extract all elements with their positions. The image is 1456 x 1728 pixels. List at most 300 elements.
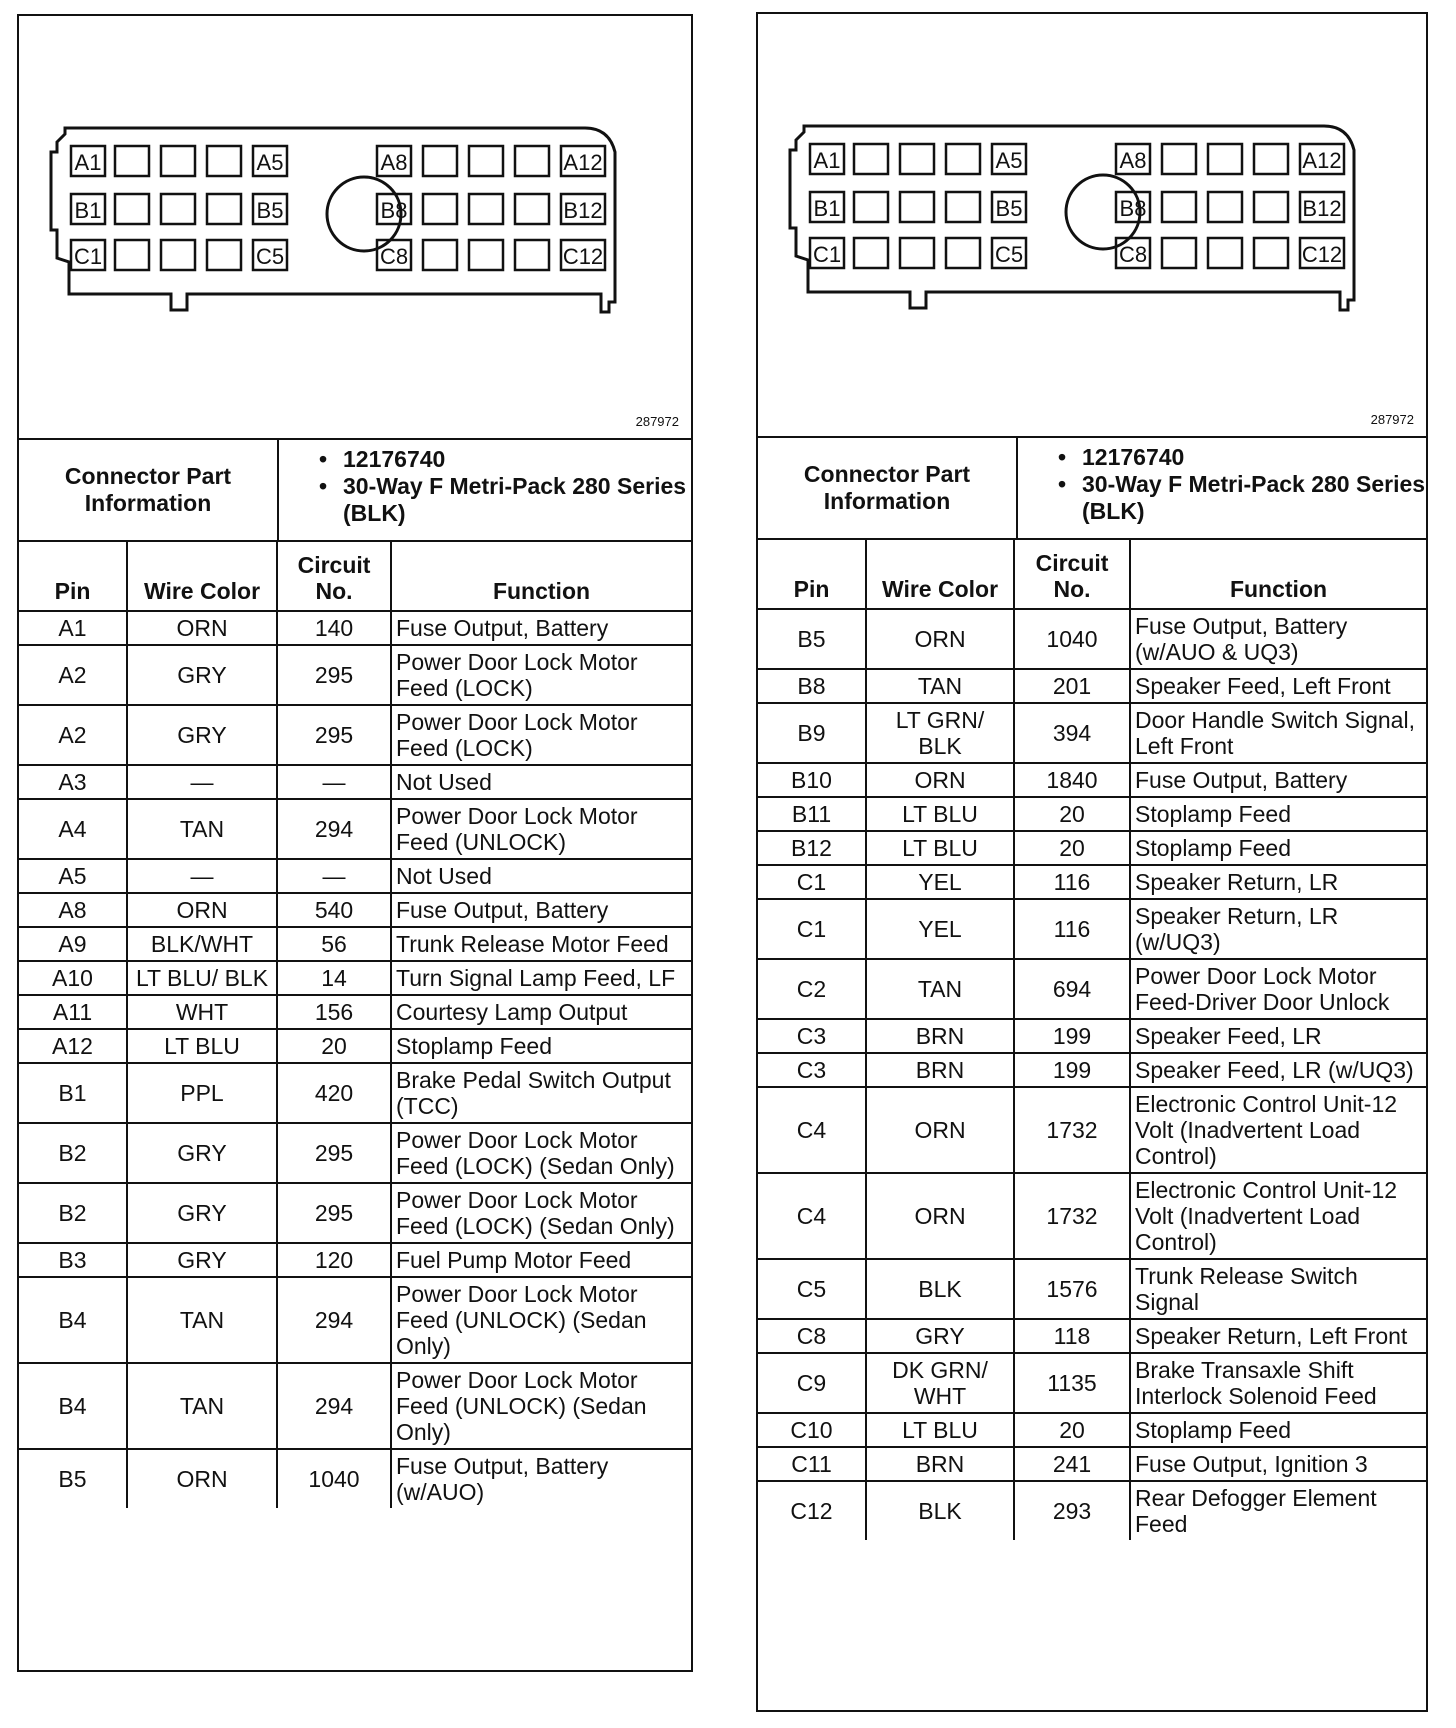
table-row — [758, 1087, 1426, 1173]
pin-cavity-labeled — [1300, 238, 1344, 268]
table-header-row — [758, 540, 1426, 609]
circuit-cell: 294 — [277, 799, 391, 859]
circuit-cell: 540 — [277, 893, 391, 927]
pin-cavity-labeled — [810, 238, 844, 268]
table-row — [758, 669, 1426, 703]
wire-color-cell: BLK — [866, 1259, 1014, 1319]
circuit-cell: 293 — [1014, 1481, 1130, 1540]
cavity-label: A8 — [380, 150, 408, 175]
cavity-label: C12 — [562, 244, 604, 269]
pin-cavity — [1254, 192, 1288, 222]
cavity-label: A1 — [813, 148, 841, 173]
circuit-cell: — — [277, 859, 391, 893]
function-cell: Door Handle Switch Signal, Left Front — [1130, 703, 1426, 763]
pin-cell: A11 — [19, 995, 127, 1029]
function-cell: Brake Pedal Switch Output (TCC) — [391, 1063, 691, 1123]
pin-cavity-labeled — [377, 240, 411, 270]
wire-color-cell: WHT — [127, 995, 277, 1029]
circuit-cell: 295 — [277, 705, 391, 765]
figure-number: 287972 — [1370, 412, 1414, 427]
circuit-cell: 1040 — [277, 1449, 391, 1508]
wire-color-cell: LT BLU — [866, 1413, 1014, 1447]
pin-cell: B2 — [19, 1183, 127, 1243]
wire-color-cell: — — [127, 765, 277, 799]
table-row — [19, 1029, 691, 1063]
wire-color-cell: ORN — [866, 763, 1014, 797]
header-circuit-no: Circuit No. — [1014, 540, 1130, 609]
table-row — [758, 1019, 1426, 1053]
pin-cavity — [423, 146, 457, 176]
table-row — [758, 899, 1426, 959]
table-row — [758, 1413, 1426, 1447]
connector-part-information — [19, 440, 691, 542]
pin-cell: A2 — [19, 705, 127, 765]
cavity-label: C1 — [812, 242, 842, 267]
wire-color-cell: GRY — [127, 1243, 277, 1277]
table-row — [19, 893, 691, 927]
pin-cavity — [1162, 192, 1196, 222]
pin-cavity — [854, 238, 888, 268]
function-cell: Fuse Output, Ignition 3 — [1130, 1447, 1426, 1481]
pin-cell: B2 — [19, 1123, 127, 1183]
circuit-cell: 420 — [277, 1063, 391, 1123]
pin-cell: B5 — [758, 609, 866, 669]
pin-cavity-labeled — [253, 146, 287, 176]
cavity-label: A8 — [1119, 148, 1147, 173]
pin-cell: B5 — [19, 1449, 127, 1508]
pin-cavity-labeled — [71, 240, 105, 270]
wire-color-cell: LT BLU — [127, 1029, 277, 1063]
pin-cavity — [946, 144, 980, 174]
pin-cavity-labeled — [1300, 144, 1344, 174]
table-row — [758, 1259, 1426, 1319]
part-info-items — [1018, 438, 1426, 538]
pin-cell: C10 — [758, 1413, 866, 1447]
wire-color-cell: GRY — [127, 705, 277, 765]
pin-cavity — [946, 238, 980, 268]
pin-cavity-labeled — [71, 194, 105, 224]
pin-cavity-labeled — [561, 194, 605, 224]
circuit-cell: 295 — [277, 645, 391, 705]
table-row — [19, 611, 691, 645]
table-row — [758, 1053, 1426, 1087]
pin-cell: C8 — [758, 1319, 866, 1353]
right-connector-panel — [756, 12, 1428, 1712]
pin-cell: C11 — [758, 1447, 866, 1481]
wire-color-cell: ORN — [127, 893, 277, 927]
pin-cavity — [207, 240, 241, 270]
header-function: Function — [391, 542, 691, 611]
function-cell: Electronic Control Unit-12 Volt (Inadvertent Load Control) — [1130, 1173, 1426, 1259]
table-row — [19, 995, 691, 1029]
cavity-label: B12 — [1302, 196, 1342, 221]
pin-cell: A8 — [19, 893, 127, 927]
pin-cell: B3 — [19, 1243, 127, 1277]
circuit-cell: 20 — [277, 1029, 391, 1063]
pin-cell: B4 — [19, 1363, 127, 1449]
pin-cavity — [1208, 238, 1242, 268]
pin-cell: C4 — [758, 1087, 866, 1173]
function-cell: Not Used — [391, 859, 691, 893]
pin-cavity — [1162, 238, 1196, 268]
function-cell: Fuse Output, Battery (w/AUO & UQ3) — [1130, 609, 1426, 669]
part-number: • 12176740 — [1058, 444, 1426, 471]
wire-color-cell: YEL — [866, 899, 1014, 959]
pin-cavity — [900, 144, 934, 174]
pin-cavity-labeled — [1116, 238, 1150, 268]
cavity-label: B1 — [74, 198, 102, 223]
table-row — [19, 927, 691, 961]
function-cell: Rear Defogger Element Feed — [1130, 1481, 1426, 1540]
pin-cell: A3 — [19, 765, 127, 799]
circuit-cell: 116 — [1014, 865, 1130, 899]
pin-cavity — [115, 240, 149, 270]
header-pin: Pin — [19, 542, 127, 611]
pin-cavity — [515, 194, 549, 224]
pin-cavity — [854, 144, 888, 174]
table-row — [19, 765, 691, 799]
circuit-cell: 1576 — [1014, 1259, 1130, 1319]
pin-cell: A10 — [19, 961, 127, 995]
pin-cavity-labeled — [377, 194, 411, 224]
table-row — [758, 831, 1426, 865]
pin-cavity-labeled — [71, 146, 105, 176]
wire-color-cell: LT GRN/ BLK — [866, 703, 1014, 763]
wire-color-cell: ORN — [866, 1173, 1014, 1259]
wire-color-cell: BRN — [866, 1053, 1014, 1087]
circuit-cell: 56 — [277, 927, 391, 961]
pinout-table — [19, 542, 691, 1508]
connector-face-drawing — [758, 14, 1426, 436]
pin-cavity-labeled — [561, 146, 605, 176]
pin-cell: A1 — [19, 611, 127, 645]
pin-cavity — [469, 146, 503, 176]
pin-cavity — [207, 194, 241, 224]
pin-cell: C1 — [758, 865, 866, 899]
connector-part-information — [758, 438, 1426, 540]
table-row — [19, 1123, 691, 1183]
circuit-cell: 20 — [1014, 797, 1130, 831]
function-cell: Power Door Lock Motor Feed-Driver Door Unlock — [1130, 959, 1426, 1019]
circuit-cell: 295 — [277, 1123, 391, 1183]
pin-cavity — [1208, 144, 1242, 174]
pin-cell: B1 — [19, 1063, 127, 1123]
pin-cell: B8 — [758, 669, 866, 703]
function-cell: Stoplamp Feed — [1130, 797, 1426, 831]
wire-color-cell: — — [127, 859, 277, 893]
table-row — [19, 961, 691, 995]
part-number: • 12176740 — [319, 446, 691, 473]
circuit-cell: 140 — [277, 611, 391, 645]
function-cell: Stoplamp Feed — [1130, 1413, 1426, 1447]
function-cell: Not Used — [391, 765, 691, 799]
function-cell: Stoplamp Feed — [1130, 831, 1426, 865]
pin-cavity — [115, 194, 149, 224]
wire-color-cell: GRY — [127, 1123, 277, 1183]
circuit-cell: 201 — [1014, 669, 1130, 703]
table-row — [19, 799, 691, 859]
pin-cavity — [1254, 238, 1288, 268]
pin-cell: A4 — [19, 799, 127, 859]
cavity-label: A5 — [995, 148, 1023, 173]
pinout-table — [758, 540, 1426, 1540]
pin-cell: B12 — [758, 831, 866, 865]
circuit-cell: 20 — [1014, 1413, 1130, 1447]
function-cell: Brake Transaxle Shift Interlock Solenoid Feed — [1130, 1353, 1426, 1413]
header-function: Function — [1130, 540, 1426, 609]
table-header-row — [19, 542, 691, 611]
cavity-label: B5 — [995, 196, 1023, 221]
pin-cavity — [161, 146, 195, 176]
circuit-cell: 1040 — [1014, 609, 1130, 669]
left-connector-panel — [17, 14, 693, 1672]
circuit-cell: 199 — [1014, 1019, 1130, 1053]
function-cell: Speaker Return, LR (w/UQ3) — [1130, 899, 1426, 959]
cavity-label: B5 — [256, 198, 284, 223]
circuit-cell: 1135 — [1014, 1353, 1130, 1413]
wire-color-cell: LT BLU — [866, 797, 1014, 831]
function-cell: Fuse Output, Battery (w/AUO) — [391, 1449, 691, 1508]
pin-cavity-labeled — [810, 144, 844, 174]
function-cell: Speaker Feed, LR (w/UQ3) — [1130, 1053, 1426, 1087]
circuit-cell: 20 — [1014, 831, 1130, 865]
cavity-label: C8 — [1118, 242, 1148, 267]
pin-cavity — [946, 192, 980, 222]
table-row — [758, 1353, 1426, 1413]
table-row — [758, 609, 1426, 669]
connector-outline — [51, 128, 615, 312]
cavity-label: A12 — [1302, 148, 1342, 173]
pin-cell: C3 — [758, 1019, 866, 1053]
table-row — [758, 797, 1426, 831]
function-cell: Power Door Lock Motor Feed (UNLOCK) (Sedan Only) — [391, 1277, 691, 1363]
pin-cell: A12 — [19, 1029, 127, 1063]
pin-cavity — [1208, 192, 1242, 222]
function-cell: Fuse Output, Battery — [391, 611, 691, 645]
pin-cavity-labeled — [561, 240, 605, 270]
pin-cavity-labeled — [253, 194, 287, 224]
pin-cavity — [515, 240, 549, 270]
cavity-label: B8 — [380, 198, 408, 223]
wire-color-cell: GRY — [866, 1319, 1014, 1353]
pin-cell: C12 — [758, 1481, 866, 1540]
cavity-label: A12 — [563, 150, 603, 175]
wire-color-cell: BRN — [866, 1019, 1014, 1053]
table-row — [758, 865, 1426, 899]
function-cell: Fuse Output, Battery — [1130, 763, 1426, 797]
circuit-cell: 156 — [277, 995, 391, 1029]
pin-cavity-labeled — [377, 146, 411, 176]
circuit-cell: 14 — [277, 961, 391, 995]
wire-color-cell: YEL — [866, 865, 1014, 899]
pin-cell: B4 — [19, 1277, 127, 1363]
cavity-label: B1 — [813, 196, 841, 221]
table-row — [758, 1481, 1426, 1540]
table-row — [19, 1363, 691, 1449]
connector-diagram — [758, 14, 1426, 438]
pin-cell: C4 — [758, 1173, 866, 1259]
pin-cell: C1 — [758, 899, 866, 959]
pin-cell: A2 — [19, 645, 127, 705]
circuit-cell: 1732 — [1014, 1087, 1130, 1173]
pin-cavity-labeled — [992, 192, 1026, 222]
cavity-label: A1 — [74, 150, 102, 175]
pin-cavity — [423, 194, 457, 224]
cavity-label: C5 — [255, 244, 285, 269]
cavity-label: C8 — [379, 244, 409, 269]
table-row — [758, 959, 1426, 1019]
table-row — [19, 645, 691, 705]
pin-cell: B10 — [758, 763, 866, 797]
pin-cell: C3 — [758, 1053, 866, 1087]
function-cell: Speaker Feed, LR — [1130, 1019, 1426, 1053]
cavity-label: C12 — [1301, 242, 1343, 267]
pin-cavity-labeled — [1300, 192, 1344, 222]
function-cell: Power Door Lock Motor Feed (LOCK) (Sedan Only) — [391, 1183, 691, 1243]
table-row — [19, 1183, 691, 1243]
circuit-cell: 1732 — [1014, 1173, 1130, 1259]
part-info-label: Connector Part Information — [19, 440, 279, 540]
pin-cavity — [207, 146, 241, 176]
table-row — [19, 1243, 691, 1277]
cavity-label: A5 — [256, 150, 284, 175]
pin-cavity — [1254, 144, 1288, 174]
pin-cavity — [469, 194, 503, 224]
wire-color-cell: TAN — [127, 1277, 277, 1363]
pin-cavity-labeled — [992, 238, 1026, 268]
function-cell: Trunk Release Switch Signal — [1130, 1259, 1426, 1319]
circuit-cell: 118 — [1014, 1319, 1130, 1353]
pin-cavity — [115, 146, 149, 176]
table-row — [758, 763, 1426, 797]
cavity-label: C5 — [994, 242, 1024, 267]
connector-type: • 30-Way F Metri-Pack 280 Series (BLK) — [1058, 471, 1426, 525]
pin-cavity-labeled — [1116, 192, 1150, 222]
wire-color-cell: BLK — [866, 1481, 1014, 1540]
wire-color-cell: GRY — [127, 645, 277, 705]
function-cell: Fuel Pump Motor Feed — [391, 1243, 691, 1277]
header-wire-color: Wire Color — [127, 542, 277, 611]
table-row — [758, 1173, 1426, 1259]
connector-type: • 30-Way F Metri-Pack 280 Series (BLK) — [319, 473, 691, 527]
header-circuit-no: Circuit No. — [277, 542, 391, 611]
wire-color-cell: TAN — [866, 959, 1014, 1019]
function-cell: Fuse Output, Battery — [391, 893, 691, 927]
circuit-cell: 1840 — [1014, 763, 1130, 797]
figure-number: 287972 — [635, 414, 679, 429]
pin-cavity-labeled — [992, 144, 1026, 174]
table-row — [758, 1447, 1426, 1481]
table-row — [19, 705, 691, 765]
circuit-cell: 199 — [1014, 1053, 1130, 1087]
connector-face-drawing — [19, 16, 691, 438]
function-cell: Power Door Lock Motor Feed (LOCK) — [391, 705, 691, 765]
header-wire-color: Wire Color — [866, 540, 1014, 609]
circuit-cell: 295 — [277, 1183, 391, 1243]
connector-outline — [790, 126, 1354, 310]
pin-cavity — [1162, 144, 1196, 174]
wire-color-cell: GRY — [127, 1183, 277, 1243]
wire-color-cell: ORN — [866, 609, 1014, 669]
circuit-cell: 241 — [1014, 1447, 1130, 1481]
pin-cell: A9 — [19, 927, 127, 961]
pin-cavity — [854, 192, 888, 222]
cavity-label: C1 — [73, 244, 103, 269]
function-cell: Power Door Lock Motor Feed (LOCK) (Sedan Only) — [391, 1123, 691, 1183]
pin-cavity-labeled — [810, 192, 844, 222]
table-row — [19, 1449, 691, 1508]
wire-color-cell: TAN — [866, 669, 1014, 703]
part-info-items — [279, 440, 691, 540]
pin-cavity-labeled — [1116, 144, 1150, 174]
pin-cell: B9 — [758, 703, 866, 763]
pin-cell: C9 — [758, 1353, 866, 1413]
cavity-label: B12 — [563, 198, 603, 223]
pin-cavity-labeled — [253, 240, 287, 270]
table-row — [758, 1319, 1426, 1353]
function-cell: Speaker Feed, Left Front — [1130, 669, 1426, 703]
pin-cavity — [469, 240, 503, 270]
table-row — [758, 703, 1426, 763]
circuit-cell: 694 — [1014, 959, 1130, 1019]
wire-color-cell: PPL — [127, 1063, 277, 1123]
pin-cell: B11 — [758, 797, 866, 831]
circuit-cell: 120 — [277, 1243, 391, 1277]
pin-cell: C2 — [758, 959, 866, 1019]
pin-cavity — [900, 238, 934, 268]
function-cell: Courtesy Lamp Output — [391, 995, 691, 1029]
cavity-label: B8 — [1119, 196, 1147, 221]
circuit-cell: 116 — [1014, 899, 1130, 959]
function-cell: Trunk Release Motor Feed — [391, 927, 691, 961]
pin-cavity — [161, 194, 195, 224]
wire-color-cell: ORN — [127, 611, 277, 645]
pin-cell: C5 — [758, 1259, 866, 1319]
function-cell: Power Door Lock Motor Feed (LOCK) — [391, 645, 691, 705]
circuit-cell: 294 — [277, 1277, 391, 1363]
circuit-cell: 394 — [1014, 703, 1130, 763]
wire-color-cell: TAN — [127, 799, 277, 859]
header-pin: Pin — [758, 540, 866, 609]
function-cell: Speaker Return, Left Front — [1130, 1319, 1426, 1353]
pin-cavity — [161, 240, 195, 270]
part-info-label: Connector Part Information — [758, 438, 1018, 538]
table-row — [19, 859, 691, 893]
circuit-cell: 294 — [277, 1363, 391, 1449]
pin-cell: A5 — [19, 859, 127, 893]
wire-color-cell: ORN — [127, 1449, 277, 1508]
pin-cavity — [423, 240, 457, 270]
connector-diagram — [19, 16, 691, 440]
wire-color-cell: DK GRN/ WHT — [866, 1353, 1014, 1413]
pin-cavity — [515, 146, 549, 176]
function-cell: Power Door Lock Motor Feed (UNLOCK) (Sedan Only) — [391, 1363, 691, 1449]
wire-color-cell: BLK/WHT — [127, 927, 277, 961]
wire-color-cell: ORN — [866, 1087, 1014, 1173]
wire-color-cell: BRN — [866, 1447, 1014, 1481]
function-cell: Electronic Control Unit-12 Volt (Inadvertent Load Control) — [1130, 1087, 1426, 1173]
table-row — [19, 1277, 691, 1363]
wire-color-cell: LT BLU/ BLK — [127, 961, 277, 995]
function-cell: Turn Signal Lamp Feed, LF — [391, 961, 691, 995]
table-row — [19, 1063, 691, 1123]
function-cell: Stoplamp Feed — [391, 1029, 691, 1063]
function-cell: Speaker Return, LR — [1130, 865, 1426, 899]
wire-color-cell: LT BLU — [866, 831, 1014, 865]
wire-color-cell: TAN — [127, 1363, 277, 1449]
function-cell: Power Door Lock Motor Feed (UNLOCK) — [391, 799, 691, 859]
pin-cavity — [900, 192, 934, 222]
